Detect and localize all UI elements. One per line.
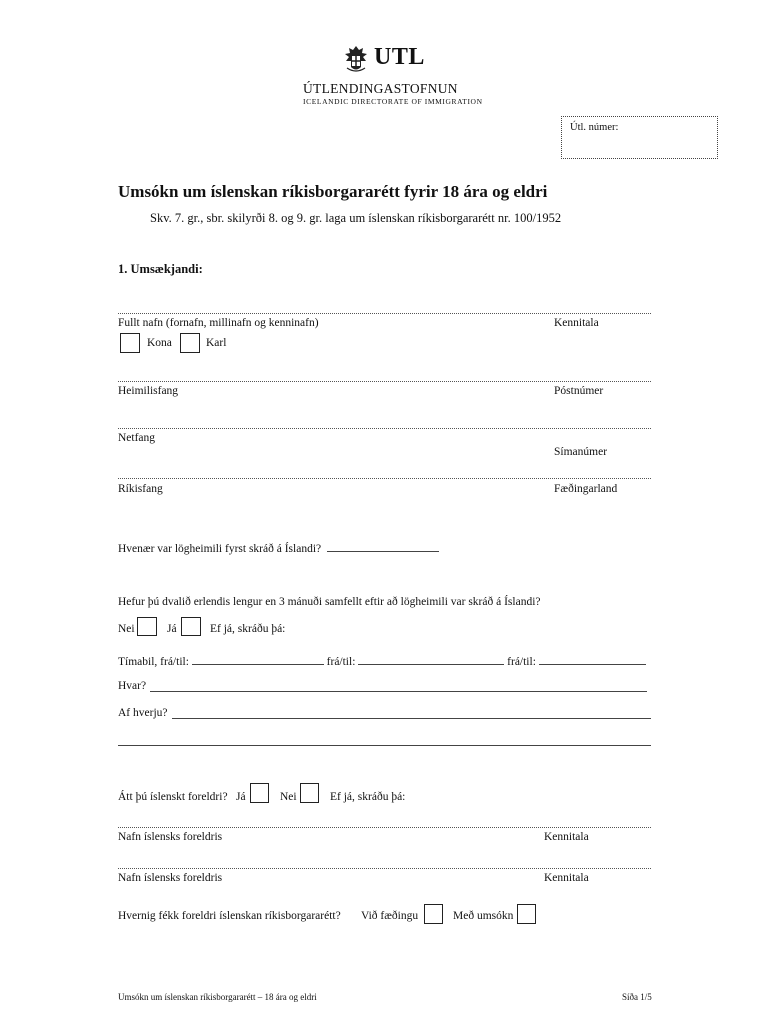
where-field[interactable] xyxy=(150,691,647,692)
first-registered-label: Hvenær var lögheimili fyrst skráð á Íslandi? xyxy=(118,543,322,555)
address-field[interactable] xyxy=(118,381,651,382)
gender-female-checkbox[interactable] xyxy=(120,333,140,353)
period-label: Tímabil, frá/til: xyxy=(118,656,189,668)
by-application-checkbox[interactable] xyxy=(517,904,536,924)
parent-yes-checkbox[interactable] xyxy=(250,783,269,803)
parent-no-label: Nei xyxy=(280,791,297,803)
email-field[interactable] xyxy=(118,428,651,429)
full-name-label: Fullt nafn (fornafn, millinafn og kenninafn) xyxy=(118,317,319,329)
period-row xyxy=(118,653,646,668)
period-from-to-3: frá/til: xyxy=(507,656,536,668)
first-registered-field[interactable] xyxy=(327,540,439,552)
parent1-kennitala-label: Kennitala xyxy=(544,831,589,843)
why-field[interactable] xyxy=(172,718,651,719)
page-title: Umsókn um íslenskan ríkisborgararétt fyrir 18 ára og eldri xyxy=(118,182,548,201)
parent-yes-label: Já xyxy=(236,791,246,803)
by-birth-label: Við fæðingu xyxy=(361,910,419,922)
parent2-name-field[interactable] xyxy=(118,868,651,869)
citizenship-label: Ríkisfang xyxy=(118,483,163,495)
reference-number-field[interactable] xyxy=(561,116,718,159)
parent1-name-field[interactable] xyxy=(118,827,651,828)
gender-male-checkbox[interactable] xyxy=(180,333,200,353)
citizenship-field[interactable] xyxy=(118,478,651,479)
email-label: Netfang xyxy=(118,432,156,444)
gender-female-label: Kona xyxy=(147,337,172,349)
address-label: Heimilisfang xyxy=(118,385,179,397)
abroad-question: Hefur þú dvalið erlendis lengur en 3 mánuði samfellt eftir að lögheimili var skráð á Íslandi? xyxy=(118,596,541,608)
parent2-name-label: Nafn íslensks foreldris xyxy=(118,872,223,884)
coat-of-arms-icon xyxy=(342,44,370,74)
period-field-3[interactable] xyxy=(539,653,646,665)
page-subtitle: Skv. 7. gr., sbr. skilyrði 8. og 9. gr. laga um íslenskan ríkisborgararétt nr. 100/1952 xyxy=(150,211,562,225)
birth-country-label: Fæðingarland xyxy=(554,483,618,495)
parent1-name-label: Nafn íslensks foreldris xyxy=(118,831,223,843)
footer-title: Umsókn um íslenskan ríkisborgararétt – 18 ára og eldri xyxy=(118,992,317,1002)
how-question: Hvernig fékk foreldri íslenskan ríkisborgararétt? xyxy=(118,910,341,922)
by-application-label: Með umsókn xyxy=(453,910,514,922)
why-label: Af hverju? xyxy=(118,707,168,719)
by-birth-checkbox[interactable] xyxy=(424,904,443,924)
first-registered-question xyxy=(118,540,439,555)
parent2-kennitala-label: Kennitala xyxy=(544,872,589,884)
org-name: ÚTLENDINGASTOFNUN xyxy=(303,81,458,96)
abroad-yes-checkbox[interactable] xyxy=(181,617,201,636)
parent-question: Átt þú íslenskt foreldri? xyxy=(118,791,228,803)
phone-label: Símanúmer xyxy=(554,446,608,458)
parent-if-yes: Ef já, skráðu þá: xyxy=(330,791,406,803)
page-number: Síða 1/5 xyxy=(622,992,652,1002)
parent-no-checkbox[interactable] xyxy=(300,783,319,803)
period-field-1[interactable] xyxy=(192,653,324,665)
why-field-continued[interactable] xyxy=(118,745,651,746)
postcode-label: Póstnúmer xyxy=(554,385,604,397)
kennitala-label: Kennitala xyxy=(554,317,599,329)
logo-text: UTL xyxy=(374,44,425,70)
period-field-2[interactable] xyxy=(358,653,504,665)
section-heading-applicant: 1. Umsækjandi: xyxy=(118,262,203,276)
org-name-en: ICELANDIC DIRECTORATE OF IMMIGRATION xyxy=(303,97,483,106)
period-from-to-2: frá/til: xyxy=(326,656,356,668)
where-label: Hvar? xyxy=(118,680,147,692)
gender-male-label: Karl xyxy=(206,337,227,349)
abroad-if-yes: Ef já, skráðu þá: xyxy=(210,623,286,635)
reference-number-label: Útl. númer: xyxy=(570,122,619,133)
abroad-yes-label: Já xyxy=(167,623,177,635)
abroad-no-checkbox[interactable] xyxy=(137,617,157,636)
full-name-field[interactable] xyxy=(118,313,651,314)
abroad-no-label: Nei xyxy=(118,623,135,635)
